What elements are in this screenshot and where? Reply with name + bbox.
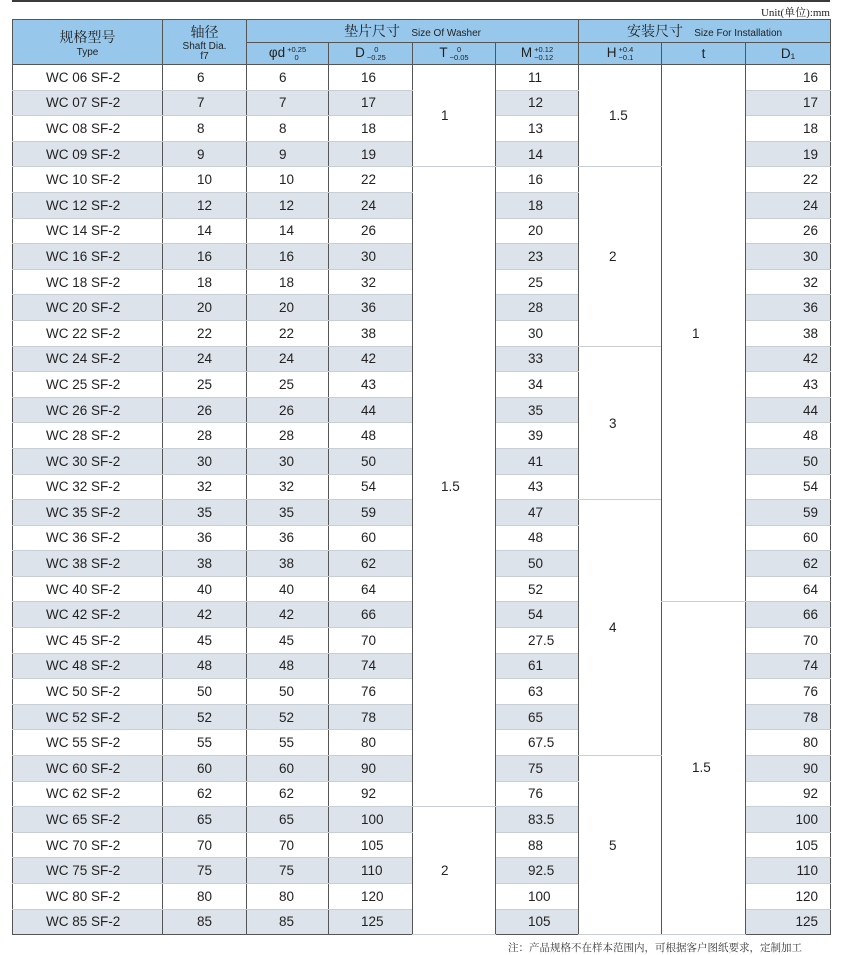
- header-H-tol-lower: −0.1: [618, 52, 634, 62]
- cell-d: 18: [247, 269, 329, 295]
- cell-D1: 120: [746, 884, 831, 910]
- cell-M: 100: [496, 884, 579, 910]
- cell-type: WC 60 SF-2: [13, 756, 163, 782]
- cell-D: 26: [329, 218, 413, 244]
- cell-D: 17: [329, 90, 413, 116]
- cell-shaft: 62: [163, 781, 247, 807]
- cell-shaft: 10: [163, 167, 247, 193]
- header-install: [579, 20, 831, 43]
- cell-d: 55: [247, 730, 329, 756]
- top-rule: [12, 0, 830, 2]
- cell-type: WC 36 SF-2: [13, 525, 163, 551]
- cell-type: WC 26 SF-2: [13, 397, 163, 423]
- cell-M: 88: [496, 832, 579, 858]
- cell-shaft: 20: [163, 295, 247, 321]
- cell-type: WC 75 SF-2: [13, 858, 163, 884]
- cell-H-group: [579, 500, 662, 756]
- cell-M: 48: [496, 525, 579, 551]
- cell-type: WC 48 SF-2: [13, 653, 163, 679]
- table-header: [13, 20, 831, 65]
- cell-type: WC 50 SF-2: [13, 679, 163, 705]
- cell-D1: 100: [746, 807, 831, 833]
- cell-D: 80: [329, 730, 413, 756]
- cell-D: 105: [329, 832, 413, 858]
- cell-type: WC 42 SF-2: [13, 602, 163, 628]
- cell-D: 38: [329, 320, 413, 346]
- cell-type: WC 32 SF-2: [13, 474, 163, 500]
- cell-M: 47: [496, 500, 579, 526]
- cell-D1: 24: [746, 192, 831, 218]
- cell-d: 45: [247, 628, 329, 654]
- cell-M: 23: [496, 244, 579, 270]
- cell-D: 32: [329, 269, 413, 295]
- cell-D1: 74: [746, 653, 831, 679]
- cell-D1: 18: [746, 116, 831, 142]
- cell-type: WC 45 SF-2: [13, 628, 163, 654]
- cell-type: WC 55 SF-2: [13, 730, 163, 756]
- cell-T-group: [413, 65, 496, 167]
- cell-D1: 36: [746, 295, 831, 321]
- cell-M: 20: [496, 218, 579, 244]
- cell-D1: 92: [746, 781, 831, 807]
- cell-M: 27.5: [496, 628, 579, 654]
- cell-D: 54: [329, 474, 413, 500]
- cell-D: 59: [329, 500, 413, 526]
- cell-D: 90: [329, 756, 413, 782]
- cell-D1: 70: [746, 628, 831, 654]
- cell-shaft: 28: [163, 423, 247, 449]
- cell-D1: 38: [746, 320, 831, 346]
- cell-M: 11: [496, 65, 579, 91]
- cell-t-group: [662, 65, 746, 602]
- cell-D: 16: [329, 65, 413, 91]
- cell-d: 12: [247, 192, 329, 218]
- cell-D1: 66: [746, 602, 831, 628]
- cell-shaft: 45: [163, 628, 247, 654]
- cell-D1: 50: [746, 448, 831, 474]
- cell-d: 32: [247, 474, 329, 500]
- cell-D1: 78: [746, 704, 831, 730]
- cell-type: WC 18 SF-2: [13, 269, 163, 295]
- cell-d: 10: [247, 167, 329, 193]
- cell-D1: 90: [746, 756, 831, 782]
- cell-D1: 32: [746, 269, 831, 295]
- header-T-tol-upper: 0: [457, 44, 462, 54]
- cell-H-value: 3: [609, 415, 617, 431]
- cell-type: WC 24 SF-2: [13, 346, 163, 372]
- cell-d: 24: [247, 346, 329, 372]
- cell-d: 40: [247, 576, 329, 602]
- cell-D1: 19: [746, 141, 831, 167]
- cell-H-value: 5: [609, 838, 617, 854]
- cell-D: 44: [329, 397, 413, 423]
- cell-M: 67.5: [496, 730, 579, 756]
- cell-D: 70: [329, 628, 413, 654]
- header-type-en: Type: [76, 46, 99, 58]
- cell-type: WC 70 SF-2: [13, 832, 163, 858]
- cell-D: 76: [329, 679, 413, 705]
- cell-type: WC 14 SF-2: [13, 218, 163, 244]
- cell-M: 18: [496, 192, 579, 218]
- cell-M: 105: [496, 909, 579, 935]
- header-d: [247, 43, 329, 65]
- header-type: [13, 20, 163, 65]
- cell-d: 35: [247, 500, 329, 526]
- cell-D1: 30: [746, 244, 831, 270]
- cell-shaft: 75: [163, 858, 247, 884]
- cell-H-group: [579, 167, 662, 346]
- cell-M: 39: [496, 423, 579, 449]
- cell-H-value: 4: [609, 620, 617, 636]
- header-t: [662, 43, 746, 65]
- cell-shaft: 6: [163, 65, 247, 91]
- cell-d: 20: [247, 295, 329, 321]
- cell-D: 74: [329, 653, 413, 679]
- cell-M: 30: [496, 320, 579, 346]
- cell-D: 43: [329, 372, 413, 398]
- cell-t-value: 1.5: [692, 760, 711, 776]
- cell-d: 75: [247, 858, 329, 884]
- cell-D: 92: [329, 781, 413, 807]
- cell-M: 92.5: [496, 858, 579, 884]
- cell-D1: 64: [746, 576, 831, 602]
- cell-type: WC 16 SF-2: [13, 244, 163, 270]
- header-shaft-en: Shaft Dia.: [182, 41, 227, 52]
- table-body: [13, 65, 831, 935]
- cell-type: WC 52 SF-2: [13, 704, 163, 730]
- cell-type: WC 30 SF-2: [13, 448, 163, 474]
- unit-label: Unit(单位):mm: [760, 7, 830, 19]
- cell-shaft: 40: [163, 576, 247, 602]
- header-t-label: t: [701, 46, 706, 61]
- cell-d: 60: [247, 756, 329, 782]
- table-row: [13, 65, 831, 91]
- cell-M: 65: [496, 704, 579, 730]
- header-install-cn: 安装尺寸: [627, 23, 683, 39]
- cell-d: 36: [247, 525, 329, 551]
- cell-M: 76: [496, 781, 579, 807]
- cell-shaft: 12: [163, 192, 247, 218]
- cell-D: 19: [329, 141, 413, 167]
- cell-D1: 17: [746, 90, 831, 116]
- cell-D: 60: [329, 525, 413, 551]
- cell-t-group: [662, 602, 746, 935]
- cell-d: 62: [247, 781, 329, 807]
- cell-D1: 80: [746, 730, 831, 756]
- cell-D: 36: [329, 295, 413, 321]
- cell-H-value: 1.5: [609, 108, 628, 123]
- cell-shaft: 8: [163, 116, 247, 142]
- cell-T-value: 1.5: [441, 479, 460, 495]
- cell-M: 50: [496, 551, 579, 577]
- header-washer-cn: 垫片尺寸: [344, 23, 401, 39]
- cell-D: 18: [329, 116, 413, 142]
- cell-D1: 76: [746, 679, 831, 705]
- cell-d: 22: [247, 320, 329, 346]
- cell-type: WC 22 SF-2: [13, 320, 163, 346]
- cell-d: 14: [247, 218, 329, 244]
- cell-M: 41: [496, 448, 579, 474]
- cell-D1: 16: [746, 65, 831, 91]
- cell-type: WC 09 SF-2: [13, 141, 163, 167]
- cell-type: WC 12 SF-2: [13, 192, 163, 218]
- cell-type: WC 07 SF-2: [13, 90, 163, 116]
- cell-T-group: [413, 807, 496, 935]
- cell-shaft: 60: [163, 756, 247, 782]
- header-d-label: φd: [268, 45, 286, 61]
- cell-type: WC 80 SF-2: [13, 884, 163, 910]
- cell-D: 78: [329, 704, 413, 730]
- cell-D: 30: [329, 244, 413, 270]
- header-M-tol-lower: −0.12: [534, 52, 554, 62]
- cell-M: 12: [496, 90, 579, 116]
- cell-shaft: 22: [163, 320, 247, 346]
- cell-shaft: 26: [163, 397, 247, 423]
- cell-M: 52: [496, 576, 579, 602]
- cell-d: 48: [247, 653, 329, 679]
- cell-D1: 54: [746, 474, 831, 500]
- header-H: [579, 43, 662, 65]
- cell-M: 16: [496, 167, 579, 193]
- cell-D: 125: [329, 909, 413, 935]
- cell-D: 64: [329, 576, 413, 602]
- cell-shaft: 85: [163, 909, 247, 935]
- header-H-label: H: [606, 45, 617, 61]
- cell-M: 28: [496, 295, 579, 321]
- header-shaft-cn: 轴径: [190, 24, 219, 40]
- cell-D: 110: [329, 858, 413, 884]
- cell-D1: 125: [746, 909, 831, 935]
- cell-shaft: 16: [163, 244, 247, 270]
- header-D1: [746, 43, 831, 65]
- cell-shaft: 7: [163, 90, 247, 116]
- cell-D: 120: [329, 884, 413, 910]
- cell-D1: 110: [746, 858, 831, 884]
- cell-shaft: 52: [163, 704, 247, 730]
- header-D-label: D: [355, 45, 365, 61]
- cell-M: 75: [496, 756, 579, 782]
- cell-shaft: 48: [163, 653, 247, 679]
- footnote: 注：产品规格不在样本范围内，可根据客户图纸要求，定制加工: [508, 942, 802, 954]
- cell-d: 6: [247, 65, 329, 91]
- cell-type: WC 40 SF-2: [13, 576, 163, 602]
- header-d-tol-upper: +0.25: [287, 44, 307, 54]
- cell-type: WC 62 SF-2: [13, 781, 163, 807]
- cell-D1: 62: [746, 551, 831, 577]
- header-D-tol-upper: 0: [374, 44, 379, 54]
- cell-shaft: 65: [163, 807, 247, 833]
- cell-H-value: 2: [609, 249, 617, 265]
- cell-d: 38: [247, 551, 329, 577]
- cell-shaft: 32: [163, 474, 247, 500]
- cell-D: 50: [329, 448, 413, 474]
- cell-shaft: 50: [163, 679, 247, 705]
- cell-d: 28: [247, 423, 329, 449]
- cell-D: 62: [329, 551, 413, 577]
- cell-D: 24: [329, 192, 413, 218]
- cell-d: 30: [247, 448, 329, 474]
- cell-d: 80: [247, 884, 329, 910]
- cell-shaft: 35: [163, 500, 247, 526]
- cell-shaft: 18: [163, 269, 247, 295]
- cell-type: WC 85 SF-2: [13, 909, 163, 935]
- header-type-cn: 规格型号: [59, 28, 116, 45]
- cell-d: 25: [247, 372, 329, 398]
- cell-D: 48: [329, 423, 413, 449]
- cell-shaft: 38: [163, 551, 247, 577]
- header-M: [496, 43, 579, 65]
- cell-type: WC 20 SF-2: [13, 295, 163, 321]
- cell-T-value: 1: [441, 108, 449, 123]
- cell-d: 52: [247, 704, 329, 730]
- header-d-tol-lower: 0: [294, 52, 299, 62]
- cell-H-group: [579, 346, 662, 500]
- cell-type: WC 25 SF-2: [13, 372, 163, 398]
- cell-type: WC 28 SF-2: [13, 423, 163, 449]
- cell-d: 26: [247, 397, 329, 423]
- cell-D1: 42: [746, 346, 831, 372]
- cell-T-value: 2: [441, 863, 449, 879]
- cell-H-group: [579, 756, 662, 935]
- cell-shaft: 80: [163, 884, 247, 910]
- cell-shaft: 42: [163, 602, 247, 628]
- header-T-tol-lower: −0.05: [449, 52, 469, 62]
- cell-M: 25: [496, 269, 579, 295]
- cell-type: WC 38 SF-2: [13, 551, 163, 577]
- cell-D1: 59: [746, 500, 831, 526]
- cell-D1: 60: [746, 525, 831, 551]
- header-D-tol-lower: −0.25: [366, 52, 386, 62]
- header-M-tol-upper: +0.12: [534, 44, 554, 54]
- cell-type: WC 35 SF-2: [13, 500, 163, 526]
- cell-d: 9: [247, 141, 329, 167]
- cell-D1: 43: [746, 372, 831, 398]
- cell-D: 100: [329, 807, 413, 833]
- header-D1-label: D₁: [780, 46, 796, 61]
- cell-d: 65: [247, 807, 329, 833]
- cell-shaft: 70: [163, 832, 247, 858]
- header-washer: [247, 20, 579, 43]
- cell-shaft: 25: [163, 372, 247, 398]
- cell-M: 14: [496, 141, 579, 167]
- cell-d: 50: [247, 679, 329, 705]
- cell-D: 22: [329, 167, 413, 193]
- cell-M: 35: [496, 397, 579, 423]
- cell-d: 8: [247, 116, 329, 142]
- header-install-en: Size For Installation: [694, 28, 783, 39]
- cell-D1: 105: [746, 832, 831, 858]
- cell-D1: 26: [746, 218, 831, 244]
- cell-d: 16: [247, 244, 329, 270]
- cell-D1: 48: [746, 423, 831, 449]
- cell-M: 13: [496, 116, 579, 142]
- cell-type: WC 06 SF-2: [13, 65, 163, 91]
- header-T-label: T: [439, 45, 448, 61]
- cell-M: 33: [496, 346, 579, 372]
- cell-t-value: 1: [692, 326, 700, 341]
- cell-shaft: 9: [163, 141, 247, 167]
- header-shaft: [163, 20, 247, 65]
- cell-D1: 22: [746, 167, 831, 193]
- cell-D1: 44: [746, 397, 831, 423]
- cell-M: 43: [496, 474, 579, 500]
- cell-type: WC 08 SF-2: [13, 116, 163, 142]
- cell-D: 66: [329, 602, 413, 628]
- header-T: [413, 43, 496, 65]
- cell-shaft: 14: [163, 218, 247, 244]
- cell-D: 42: [329, 346, 413, 372]
- header-washer-en: Size Of Washer: [411, 28, 481, 39]
- cell-M: 61: [496, 653, 579, 679]
- cell-d: 42: [247, 602, 329, 628]
- spec-table: [12, 19, 831, 935]
- header-shaft-tol: f7: [200, 51, 209, 62]
- header-M-label: M: [520, 45, 533, 61]
- cell-d: 70: [247, 832, 329, 858]
- cell-type: WC 10 SF-2: [13, 167, 163, 193]
- header-D: [329, 43, 413, 65]
- cell-M: 63: [496, 679, 579, 705]
- cell-M: 34: [496, 372, 579, 398]
- cell-shaft: 55: [163, 730, 247, 756]
- cell-d: 7: [247, 90, 329, 116]
- cell-M: 83.5: [496, 807, 579, 833]
- cell-M: 54: [496, 602, 579, 628]
- cell-shaft: 30: [163, 448, 247, 474]
- cell-d: 85: [247, 909, 329, 935]
- cell-T-group: [413, 167, 496, 807]
- cell-shaft: 24: [163, 346, 247, 372]
- header-H-tol-upper: +0.4: [618, 44, 634, 54]
- cell-type: WC 65 SF-2: [13, 807, 163, 833]
- cell-H-group: [579, 65, 662, 167]
- cell-shaft: 36: [163, 525, 247, 551]
